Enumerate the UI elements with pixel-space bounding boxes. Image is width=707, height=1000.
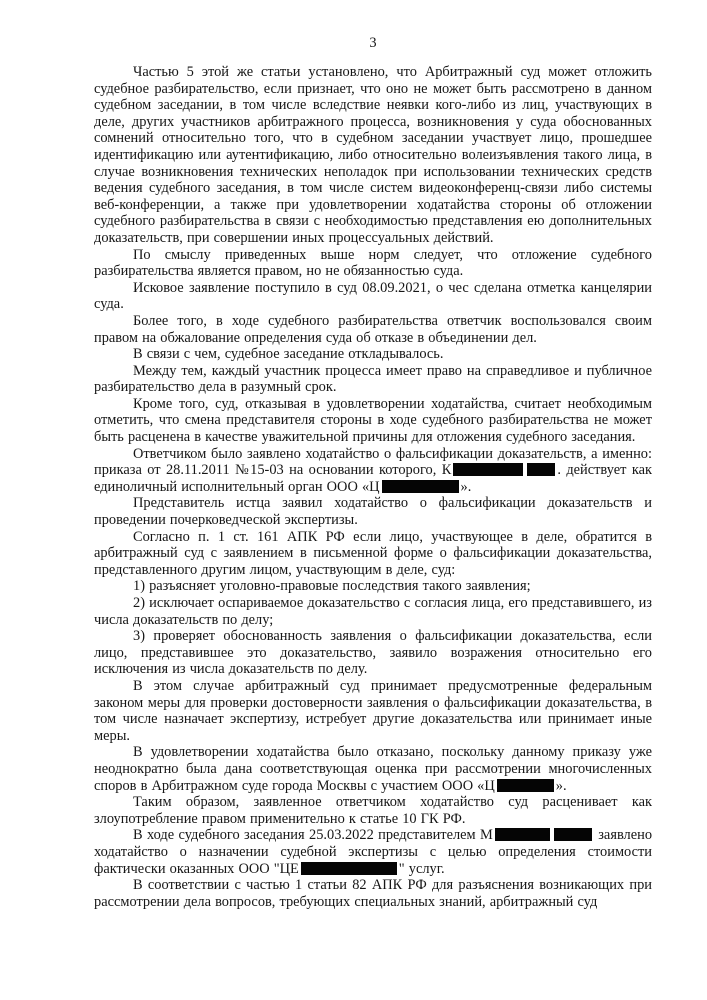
- paragraph-3: Исковое заявление поступило в суд 08.09.2021, о чес сделана отметка канцелярии суда.: [94, 279, 652, 313]
- paragraph-18: В соответствии с частью 1 статьи 82 АПК РФ для разъяснения возникающих при рассмотрении дела вопросов, требующих специальных знаний, арбитражный суд: [94, 877, 652, 910]
- paragraph-8-text-3: ».: [460, 478, 472, 495]
- paragraph-17-text-1: В ходе судебного заседания 25.03.2022 представителем М: [133, 827, 493, 844]
- paragraph-12: 2) исключает оспариваемое доказательство с согласия лица, его представившего, из числа доказательств по делу;: [94, 595, 652, 628]
- paragraph-17-text-2: заявлено ходатайство о назначении судебной экспертизы с целью определения стоимости фактически оказанных ООО "ЦЕ: [94, 827, 653, 877]
- redaction-box: [527, 463, 555, 476]
- paragraph-10: Согласно п. 1 ст. 161 АПК РФ если лицо, участвующее в деле, обратится в арбитражный суд с заявлением в письменной форме о фальсификации доказательства, представленного другим лицом, участвующим в деле, суд:: [94, 528, 652, 578]
- paragraph-4: Более того, в ходе судебного разбирательства ответчик воспользовался своим правом на обжалование определения суда об отказе в объединении дел.: [94, 312, 652, 346]
- page-number: 3: [369, 35, 377, 51]
- paragraph-8-text-1: Ответчиком было заявлено ходатайство о фальсификации доказательств, а именно: приказа от 28.11.2011 №15-03 на основании которого, К: [94, 445, 652, 479]
- redaction-box: [554, 828, 592, 841]
- paragraph-17: [94, 827, 652, 877]
- redaction-box: [382, 480, 459, 493]
- paragraph-9: Представитель истца заявил ходатайство о фальсификации доказательств и проведении почерковедческой экспертизы.: [94, 495, 652, 529]
- paragraph-5: В связи с чем, судебное заседание откладывалось.: [133, 346, 444, 363]
- paragraph-1: Частью 5 этой же статьи установлено, что Арбитражный суд может отложить судебное разбирательство, если признает, что оно не может быть рассмотрено в данном судебном заседании, в том числе вследствие неявки кого-либо из лиц, участвующих в деле, других участников арбитражного процесса, возникновения у суда обоснованных сомнений относительно того, что в судебном заседании участвует лицо, прошедшее идентификацию или аутентификацию, либо относительно волеизъявления такого лица, в случае возникновения технических неполадок при использовании технических средств ведения судебного заседания, в том числе систем видеоконференц-связи либо системы веб-конференции, а также при удовлетворении ходатайства стороны об отложении судебного разбирательства в связи с необходимостью представления ею дополнительных доказательств, при совершении иных процессуальных действий.: [94, 64, 652, 246]
- paragraph-6: Между тем, каждый участник процесса имеет право на справедливое и публичное разбирательство дела в разумный срок.: [94, 362, 652, 396]
- paragraph-14: В этом случае арбитражный суд принимает предусмотренные федеральным законом меры для проверки достоверности заявления о фальсификации доказательства, в том числе назначает экспертизу, истребует другие доказательства или принимает иные меры.: [94, 677, 652, 744]
- paragraph-16: Таким образом, заявленное ответчиком ходатайство суд расценивает как злоупотребление правом применительно к статье 10 ГК РФ.: [94, 794, 652, 827]
- redaction-box: [495, 828, 550, 841]
- redaction-box: [497, 779, 554, 792]
- paragraph-8: [94, 446, 652, 496]
- paragraph-17-text-3: " услуг.: [398, 860, 445, 877]
- paragraph-8-text-2: . действует как единоличный исполнительный орган ООО «Ц: [94, 462, 652, 495]
- paragraph-15: [94, 744, 652, 794]
- paragraph-7: Кроме того, суд, отказывая в удовлетворении ходатайства, считает необходимым отметить, что смена представителя стороны в ходе судебного разбирательства не может быть расценена в качестве уважительной причины для отложения судебного заседания.: [94, 395, 652, 446]
- paragraph-11: 1) разъясняет уголовно-правовые последствия такого заявления;: [133, 578, 531, 595]
- paragraph-2: По смыслу приведенных выше норм следует, что отложение судебного разбирательства является правом, но не обязанностью суда.: [94, 246, 652, 280]
- document-body: [94, 64, 652, 910]
- paragraph-15-text-2: ».: [555, 777, 567, 794]
- paragraph-15-text-1: В удовлетворении ходатайства было отказано, поскольку данному приказу уже неоднократно была дана соответствующая оценка при рассмотрении многочисленных споров в Арбитражном суде города Москвы с участием ООО «Ц: [94, 744, 652, 794]
- redaction-box: [453, 463, 523, 476]
- paragraph-13: 3) проверяет обоснованность заявления о фальсификации доказательства, если лицо, представившее это доказательство, заявило возражения относительно его исключения из числа доказательств по делу.: [94, 628, 652, 678]
- redaction-box: [301, 862, 397, 875]
